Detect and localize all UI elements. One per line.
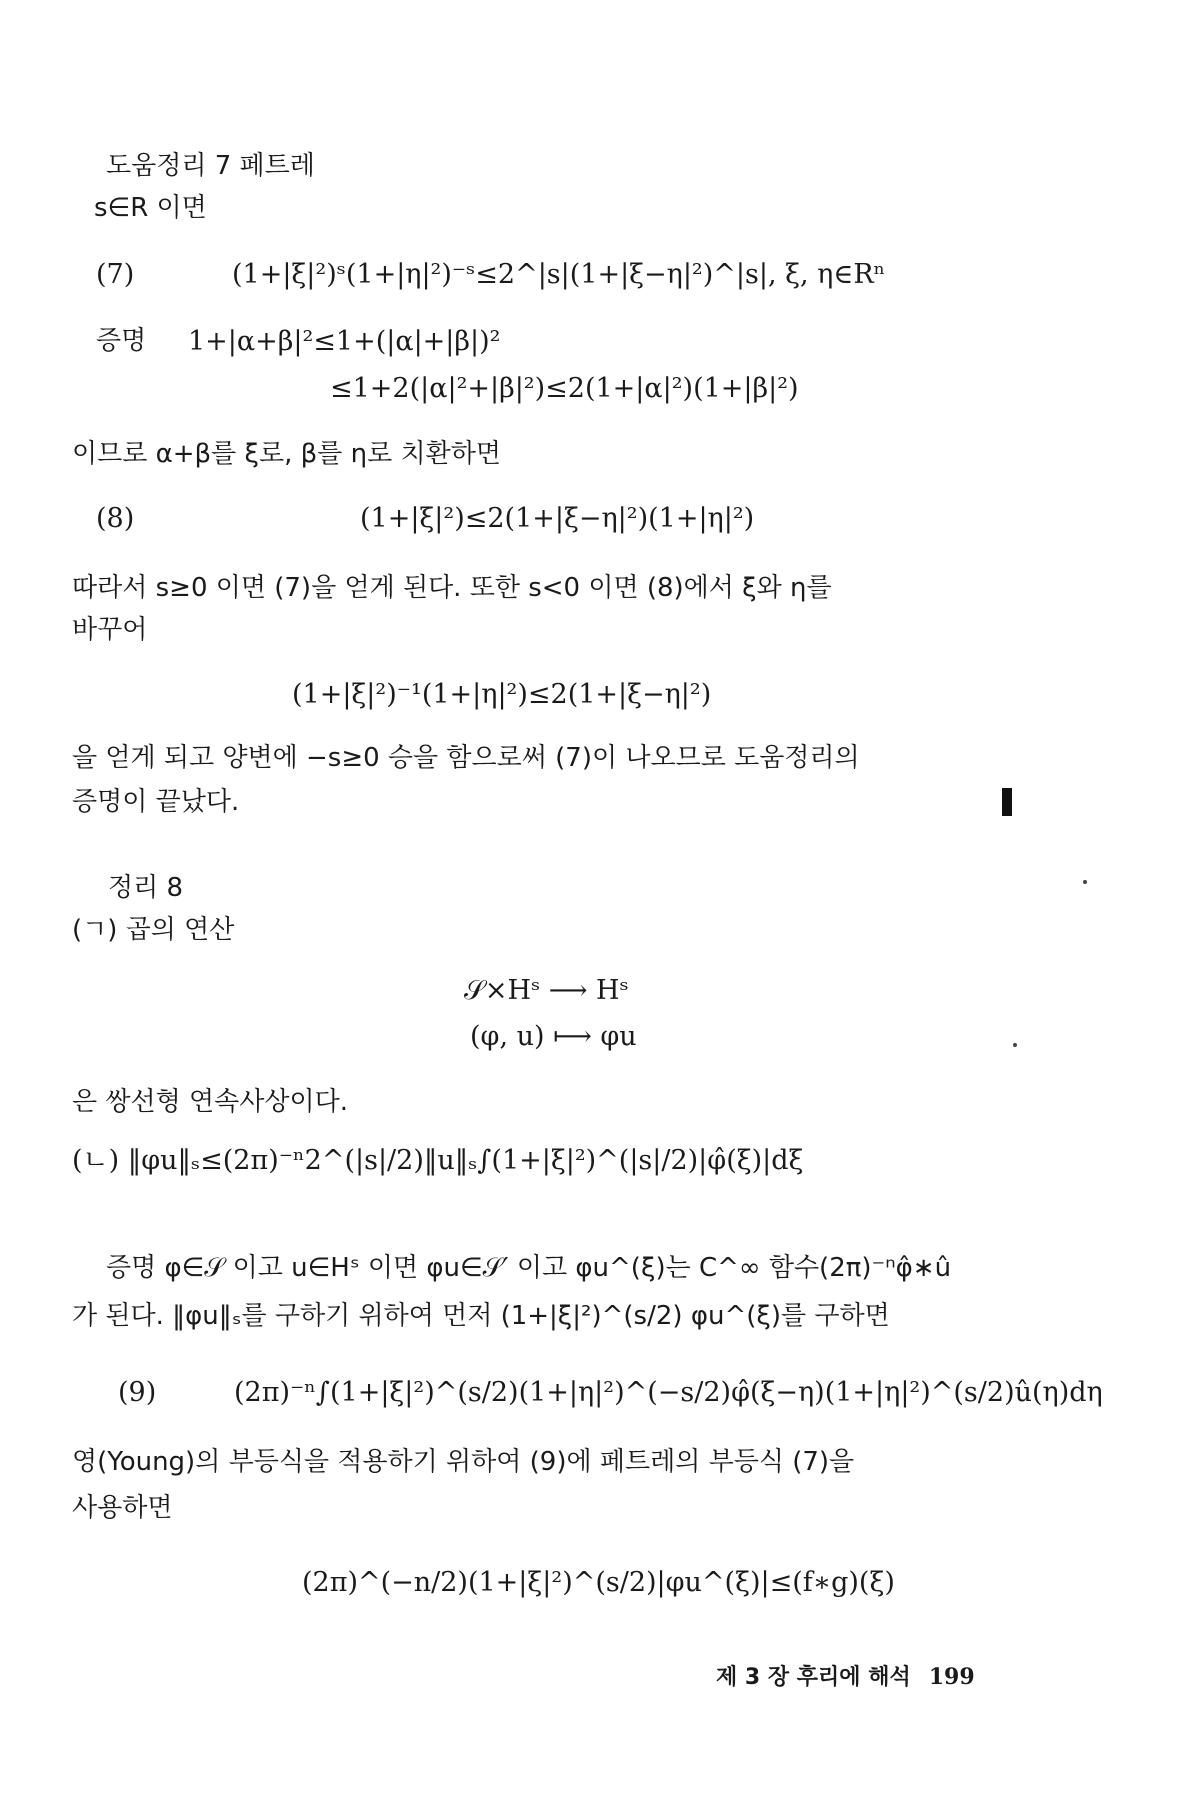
lemma-condition: s∈R 이면 <box>94 193 207 223</box>
substitution-text: 이므로 α+β를 ξ로, β를 η로 치환하면 <box>72 439 501 469</box>
proof-label: 증명 <box>96 326 147 356</box>
paragraph-line: 증명이 끝났다. <box>72 787 240 817</box>
part-a-label: (ㄱ) 곱의 연산 <box>72 915 235 945</box>
eq7: (1+|ξ|²)ˢ(1+|η|²)⁻ˢ≤2^|s|(1+|ξ−η|²)^|s|, ξ, η∈Rⁿ <box>232 259 886 290</box>
eq9-label: (9) <box>118 1377 157 1408</box>
eq9: (2π)⁻ⁿ∫(1+|ξ|²)^(s/2)(1+|η|²)^(−s/2)φ̂(ξ−η)(1+|η|²)^(s/2)û(η)dη <box>234 1377 1103 1408</box>
theorem-heading: 정리 8 <box>108 873 184 903</box>
scan-speck <box>1083 880 1087 884</box>
bilinear-text: 은 쌍선형 연속사상이다. <box>72 1087 348 1117</box>
eq-swap: (1+|ξ|²)⁻¹(1+|η|²)≤2(1+|ξ−η|²) <box>292 679 712 710</box>
part-b-inequality: (ㄴ) ‖φu‖ₛ≤(2π)⁻ⁿ2^(|s|/2)‖u‖ₛ∫(1+|ξ|²)^(|s|/2)|φ̂(ξ)|dξ <box>72 1145 804 1176</box>
qed-mark <box>1002 788 1012 816</box>
map-line2: (φ, u) ⟼ φu <box>470 1021 637 1052</box>
paragraph-line: 영(Young)의 부등식을 적용하기 위하여 (9)에 페트레의 부등식 (7)을 <box>72 1447 855 1477</box>
paragraph-line: 따라서 s≥0 이면 (7)을 얻게 된다. 또한 s<0 이면 (8)에서 ξ와 η를 <box>72 573 832 603</box>
map-line1: 𝒮×Hˢ ⟶ Hˢ <box>464 975 629 1006</box>
page-footer <box>716 1664 975 1692</box>
eq7-label: (7) <box>96 259 135 290</box>
proof-line2: ≤1+2(|α|²+|β|²)≤2(1+|α|²)(1+|β|²) <box>330 373 799 404</box>
final-equation: (2π)^(−n/2)(1+|ξ|²)^(s/2)|φu^(ξ)|≤(f∗g)(ξ) <box>302 1567 895 1598</box>
paragraph-line: 을 얻게 되고 양변에 −s≥0 승을 함으로써 (7)이 나오므로 도움정리의 <box>72 743 860 773</box>
eq8-label: (8) <box>96 503 135 534</box>
lemma-heading: 도움정리 7 페트레 <box>106 151 315 181</box>
proof2-line2: 가 된다. ‖φu‖ₛ를 구하기 위하여 먼저 (1+|ξ|²)^(s/2) φu^(ξ)를 구하면 <box>72 1301 890 1331</box>
eq8: (1+|ξ|²)≤2(1+|ξ−η|²)(1+|η|²) <box>360 503 755 534</box>
proof-line1: 1+|α+β|²≤1+(|α|+|β|)² <box>188 326 501 357</box>
paragraph-line: 사용하면 <box>72 1493 173 1523</box>
proof2-line1: 증명 φ∈𝒮 이고 u∈Hˢ 이면 φu∈𝒮′ 이고 φu^(ξ)는 C^∞ 함수(2π)⁻ⁿφ̂∗û <box>106 1253 952 1283</box>
scan-speck <box>1013 1043 1017 1047</box>
page-number: 199 <box>928 1664 975 1690</box>
chapter-title: 제 3 장 후리에 해석 <box>716 1665 911 1690</box>
paragraph-line: 바꾸어 <box>72 615 148 645</box>
